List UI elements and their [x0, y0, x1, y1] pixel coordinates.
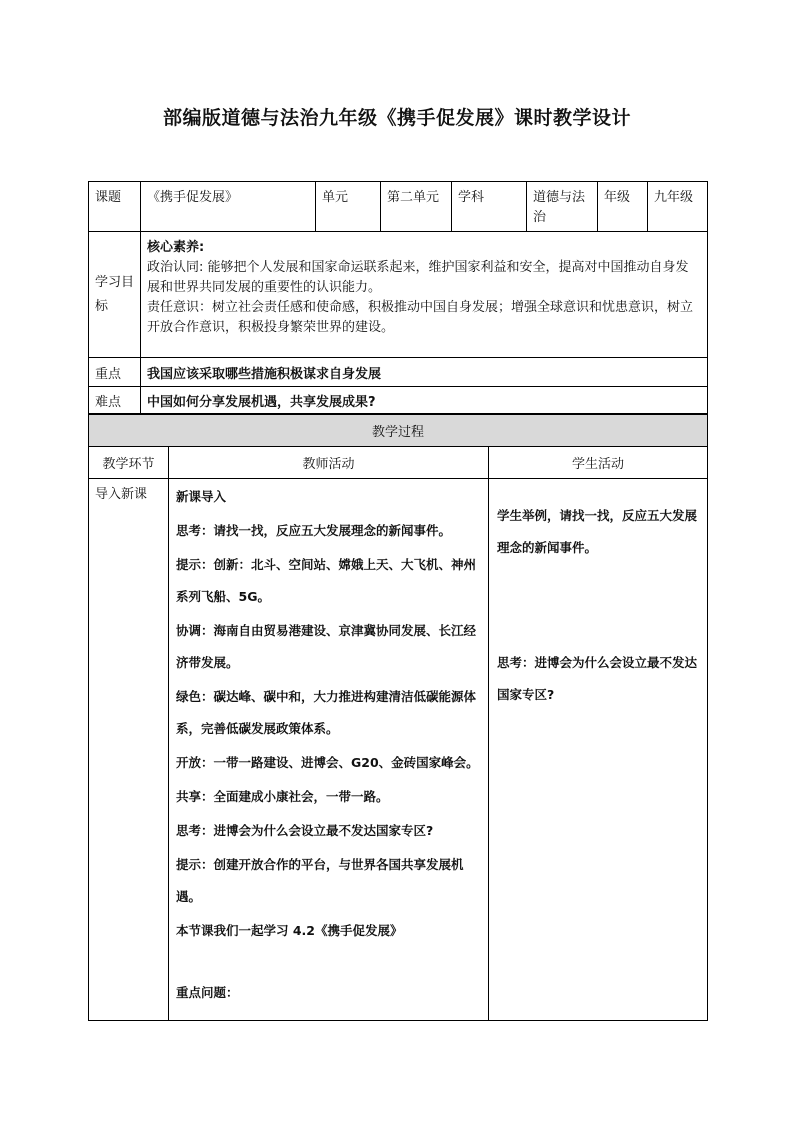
teacher-line: 思考：进博会为什么会设立最不发达国家专区? — [176, 823, 434, 838]
teacher-line: 提示：创建开放合作的平台，与世界各国共享发展机遇。 — [176, 857, 464, 904]
difficulty-row — [89, 387, 708, 414]
stage-cell: 导入新课 — [89, 479, 169, 1021]
col-teacher: 教师活动 — [169, 447, 489, 479]
student-activity-cell — [489, 479, 708, 1021]
teacher-line: 开放：一带一路建设、进博会、G20、金砖国家峰会。 — [176, 755, 479, 770]
col-student: 学生活动 — [489, 447, 708, 479]
col-stage: 教学环节 — [89, 447, 169, 479]
student-line: 思考：进博会为什么会设立最不发达国家专区? — [497, 655, 698, 702]
key-point-label: 重点 — [89, 358, 141, 387]
process-header: 教学过程 — [89, 415, 708, 447]
key-point-text: 我国应该采取哪些措施积极谋求自身发展 — [141, 358, 708, 387]
unit-value: 第二单元 — [381, 182, 452, 232]
info-row — [89, 182, 708, 232]
grade-label: 年级 — [598, 182, 648, 232]
difficulty-text: 中国如何分享发展机遇，共享发展成果? — [141, 387, 708, 414]
goals-content — [141, 232, 708, 358]
goals-label: 学习目标 — [89, 232, 141, 358]
teacher-line: 新课导入 — [176, 489, 227, 504]
key-point-row — [89, 358, 708, 387]
goals-political: 政治认同: 能够把个人发展和国家命运联系起来，维护国家利益和安全，提高对中国推动自身发展和世界共同发展的重要性的认识能力。 — [147, 260, 689, 295]
unit-label: 单元 — [316, 182, 381, 232]
subject-label: 学科 — [452, 182, 527, 232]
topic-label: 课题 — [89, 182, 141, 232]
process-header-row — [89, 415, 708, 447]
teacher-line: 思考：请找一找，反应五大发展理念的新闻事件。 — [176, 523, 452, 538]
process-row-intro — [89, 479, 708, 1021]
difficulty-label: 难点 — [89, 387, 141, 414]
teaching-process-table — [88, 414, 708, 1021]
teacher-line: 绿色：碳达峰、碳中和，大力推进构建清洁低碳能源体系，完善低碳发展政策体系。 — [176, 689, 477, 736]
topic-value: 《携手促发展》 — [141, 182, 316, 232]
document-title: 部编版道德与法治九年级《携手促发展》课时教学设计 — [162, 107, 631, 129]
goals-responsibility: 责任意识：树立社会责任感和使命感，积极推动中国自身发展；增强全球意识和忧患意识，树立开放合作意识，积极投身繁荣世界的建设。 — [147, 300, 694, 335]
process-columns-row — [89, 447, 708, 479]
goals-heading: 核心素养: — [147, 240, 205, 255]
goals-row — [89, 232, 708, 358]
teacher-line: 重点问题： — [176, 985, 239, 1000]
teacher-line: 提示：创新：北斗、空间站、嫦娥上天、大飞机、神州系列飞船、5G。 — [176, 557, 477, 604]
lesson-info-table — [88, 181, 708, 414]
teacher-line: 协调：海南自由贸易港建设、京津冀协同发展、长江经济带发展。 — [176, 623, 477, 670]
subject-value: 道德与法治 — [527, 182, 598, 232]
grade-value: 九年级 — [648, 182, 708, 232]
teacher-line: 共享：全面建成小康社会，一带一路。 — [176, 789, 389, 804]
teacher-line: 本节课我们一起学习 4.2《携手促发展》 — [176, 923, 403, 938]
teacher-activity-cell — [169, 479, 489, 1021]
student-line: 学生举例，请找一找，反应五大发展理念的新闻事件。 — [497, 508, 698, 555]
